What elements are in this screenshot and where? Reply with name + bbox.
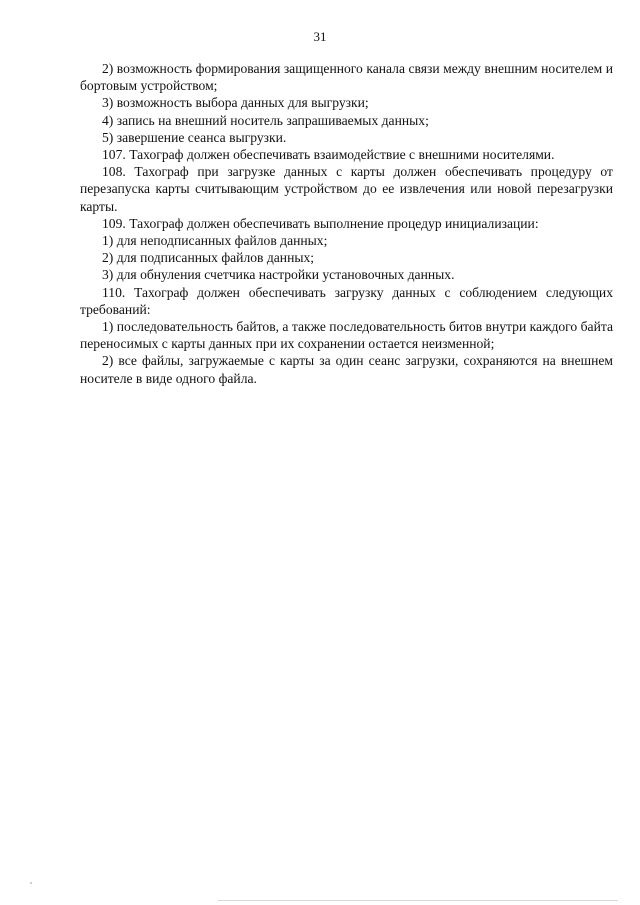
paragraph-110-item-2: 2) все файлы, загружаемые с карты за один сеанс загрузки, сохраняются на внешнем носителе в виде одного файла. xyxy=(80,353,613,386)
paragraph-109: 109. Тахограф должен обеспечивать выполнение процедур инициализации: xyxy=(102,215,539,231)
document-body xyxy=(80,60,613,387)
paragraph-108: 108. Тахограф при загрузке данных с карты должен обеспечивать процедуру от перезапуска карты считывающим устройством до ее извлечения или новой перезагрузки карты. xyxy=(80,164,613,214)
scan-speck xyxy=(30,882,32,884)
paragraph-109-item-2: 2) для подписанных файлов данных; xyxy=(102,250,315,266)
paragraph-109-item-1: 1) для неподписанных файлов данных; xyxy=(102,233,328,249)
paragraph-item-4: 4) запись на внешний носитель запрашиваемых данных; xyxy=(102,112,429,128)
paragraph-item-5: 5) завершение сеанса выгрузки. xyxy=(102,129,287,145)
paragraph-107: 107. Тахограф должен обеспечивать взаимодействие с внешними носителями. xyxy=(102,147,555,163)
paragraph-110-item-1: 1) последовательность байтов, а также последовательность битов внутри каждого байта переносимых с карты данных при их сохранении остается неизменной; xyxy=(80,319,613,352)
paragraph-item-3: 3) возможность выбора данных для выгрузки; xyxy=(102,95,369,111)
paragraph-110: 110. Тахограф должен обеспечивать загрузку данных с соблюдением следующих требований: xyxy=(80,284,613,317)
scan-edge xyxy=(218,900,618,901)
page-number: 31 xyxy=(313,29,327,44)
paragraph-109-item-3: 3) для обнуления счетчика настройки установочных данных. xyxy=(102,267,455,283)
paragraph-item-2: 2) возможность формирования защищенного канала связи между внешним носителем и бортовым устройством; xyxy=(80,61,613,94)
